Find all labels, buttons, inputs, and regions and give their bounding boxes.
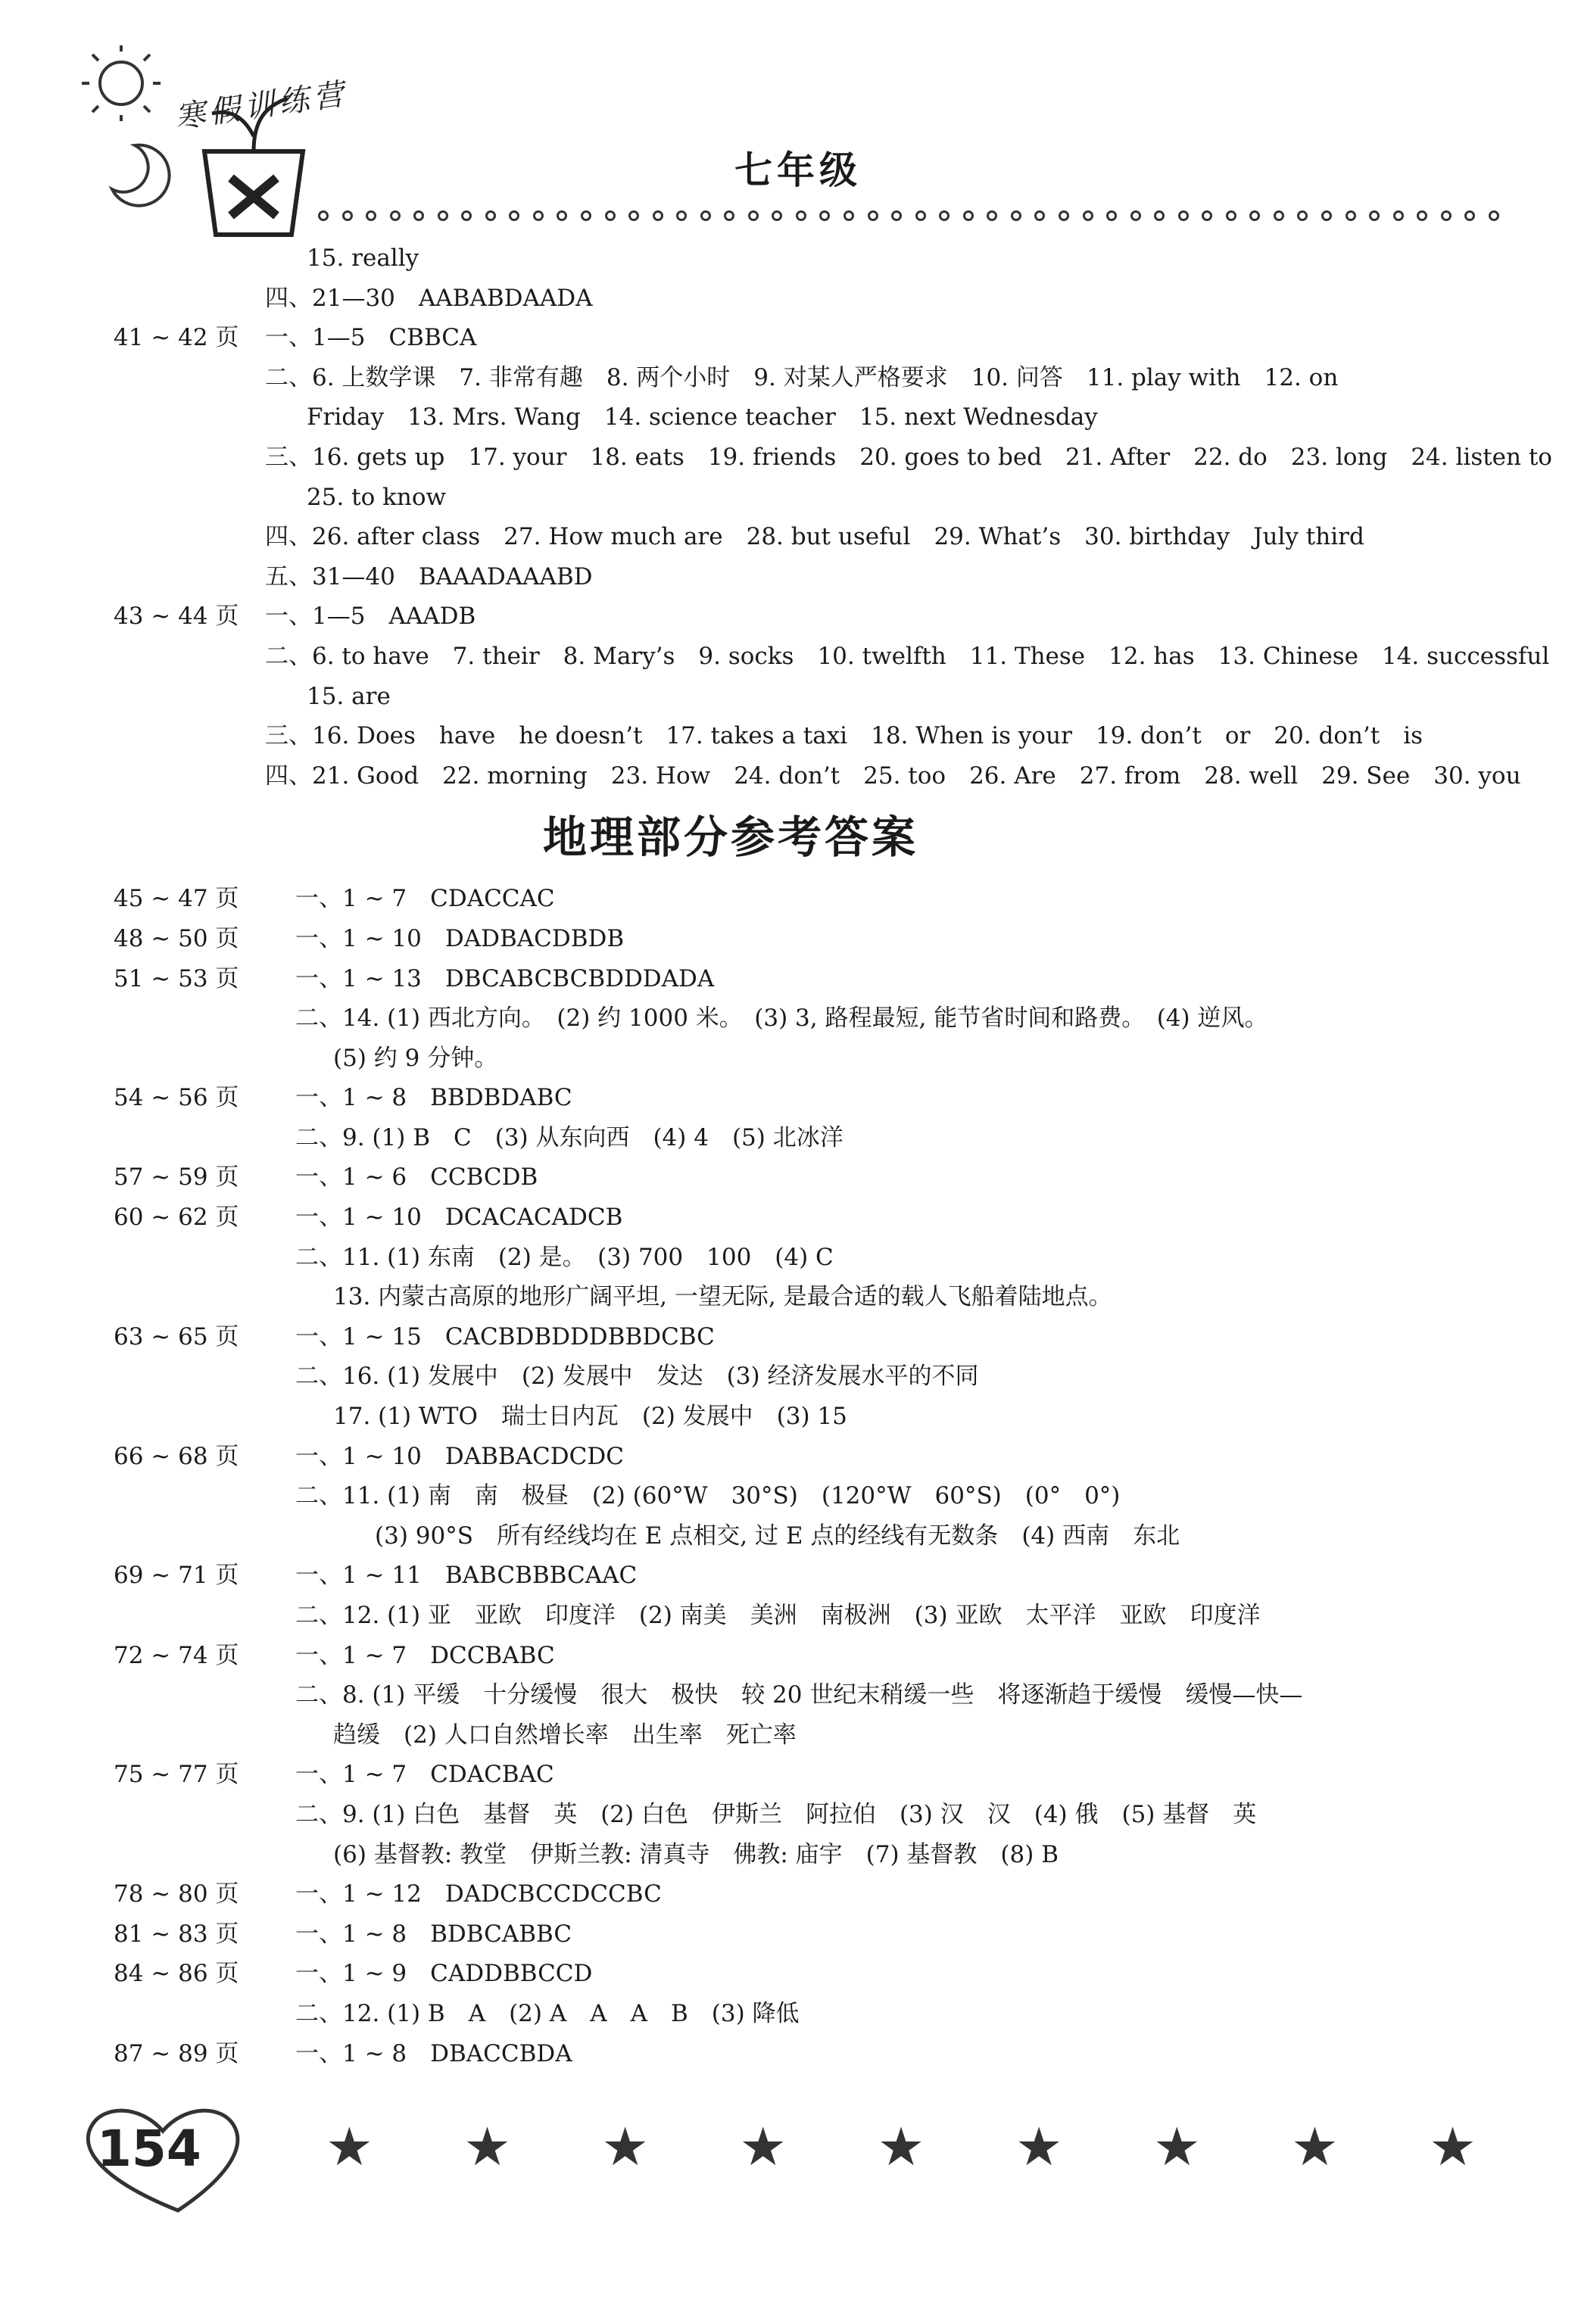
answer-line (114, 1118, 1499, 1158)
answer-line (114, 959, 1499, 999)
answer-line (114, 517, 1499, 557)
answer-line (114, 1994, 1499, 2034)
answer-text: 一、1 ~ 13 DBCABCBCBDDDADA (295, 964, 715, 992)
answer-line (114, 1715, 1499, 1755)
star-icon: ★ (1152, 2116, 1201, 2178)
answer-line (114, 1277, 1499, 1317)
answer-text: 趋缓 (2) 人口自然增长率 出生率 死亡率 (333, 1721, 797, 1749)
answer-line (114, 597, 1499, 637)
answer-text: 一、1 ~ 7 CDACBAC (295, 1761, 554, 1789)
page-range-label: 48 ~ 50 页 (114, 924, 239, 952)
page-range-label: 60 ~ 62 页 (114, 1204, 239, 1232)
page-range-label: 66 ~ 68 页 (114, 1442, 239, 1470)
answer-text: 二、11. (1) 东南 (2) 是。 (3) 700 100 (4) C (295, 1243, 834, 1271)
answer-line (114, 1437, 1499, 1477)
geography-answers (114, 879, 1499, 2073)
answer-line (114, 1914, 1499, 1955)
answer-text: 二、9. (1) B C (3) 从东向西 (4) 4 (5) 北冰洋 (295, 1123, 844, 1151)
answer-text: 二、16. (1) 发展中 (2) 发展中 发达 (3) 经济发展水平的不同 (295, 1363, 979, 1391)
answer-line (114, 1755, 1499, 1795)
answer-line (114, 879, 1499, 919)
answer-line (114, 279, 1499, 319)
star-icon: ★ (1015, 2116, 1063, 2178)
answer-line (114, 1397, 1499, 1437)
answer-text: 一、1 ~ 6 CCBCDB (295, 1164, 538, 1192)
answer-line (114, 1516, 1499, 1556)
answer-text: 一、1 ~ 9 CADDBBCCD (295, 1960, 593, 1988)
answer-text: 一、1—5 AAADB (265, 603, 476, 631)
answer-text: 一、1—5 CBBCA (265, 324, 477, 352)
star-icon: ★ (601, 2116, 650, 2178)
answer-text: 二、12. (1) 亚 亚欧 印度洋 (2) 南美 美洲 南极洲 (3) 亚欧 太平洋 亚欧 印度洋 (295, 1602, 1261, 1629)
answer-text: 15. really (307, 245, 419, 272)
page-range-label: 75 ~ 77 页 (114, 1761, 239, 1789)
answer-line (114, 919, 1499, 959)
page-range-label: 45 ~ 47 页 (114, 885, 239, 913)
answer-text: 二、12. (1) B A (2) A A A B (3) 降低 (295, 1999, 800, 2027)
answer-text: 一、1 ~ 8 BDBCABBC (295, 1920, 572, 1948)
page-range-label: 51 ~ 53 页 (114, 964, 239, 992)
answer-text: 二、8. (1) 平缓 十分缓慢 很大 极快 较 20 世纪末稍缓一些 将逐渐趋于缓慢 缓慢—快— (295, 1681, 1303, 1709)
english-answers (114, 238, 1552, 796)
answer-text: 一、1 ~ 7 CDACCAC (295, 885, 555, 913)
header-dot-divider (318, 204, 1499, 227)
page-footer (0, 2074, 1581, 2324)
star-icon: ★ (463, 2116, 511, 2178)
answer-line (114, 677, 1499, 717)
answer-text: 二、9. (1) 白色 基督 英 (2) 白色 伊斯兰 阿拉伯 (3) 汉 汉 (4) 俄 (5) 基督 英 (295, 1800, 1257, 1828)
page-range-label: 81 ~ 83 页 (114, 1920, 239, 1948)
answer-text: 25. to know (307, 483, 447, 511)
answer-text: 四、26. after class 27. How much are 28. but useful 29. What’s 30. birthday July third (265, 523, 1364, 551)
answer-line (114, 1596, 1499, 1636)
answer-text: 13. 内蒙古高原的地形广阔平坦, 一望无际, 是最合适的载人飞船着陆地点。 (333, 1283, 1112, 1311)
answer-line (114, 998, 1499, 1039)
answer-line (114, 1556, 1499, 1596)
answer-line (114, 397, 1499, 438)
answer-text: 四、21. Good 22. morning 23. How 24. don’t 25. too 26. Are 27. from 28. well 29. See 30. you (265, 762, 1521, 790)
page-range-label: 72 ~ 74 页 (114, 1641, 239, 1669)
geography-section-title: 地理部分参考答案 (542, 812, 918, 864)
answer-line (114, 1675, 1499, 1715)
answer-line (114, 637, 1550, 677)
answer-text: (3) 90°S 所有经线均在 E 点相交, 过 E 点的经线有无数条 (4) 西南 东北 (375, 1522, 1180, 1550)
answer-line (114, 557, 1499, 597)
answer-text: 二、6. 上数学课 7. 非常有趣 8. 两个小时 9. 对某人严格要求 10. 问答 11. play with 12. on (265, 363, 1339, 391)
answer-line (114, 1039, 1499, 1079)
star-icon: ★ (1290, 2116, 1339, 2178)
star-icon: ★ (1429, 2116, 1477, 2178)
star-icon: ★ (877, 2116, 925, 2178)
answer-text: 17. (1) WTO 瑞士日内瓦 (2) 发展中 (3) 15 (333, 1403, 847, 1431)
answer-line (114, 1835, 1499, 1875)
answer-text: 一、1 ~ 10 DADBACDBDB (295, 924, 625, 952)
page-header (0, 0, 1581, 242)
page-range-label: 78 ~ 80 页 (114, 1880, 239, 1908)
footer-star-row (326, 2116, 1477, 2178)
answer-text: 一、1 ~ 10 DABBACDCDC (295, 1442, 624, 1470)
answer-text: 三、16. gets up 17. your 18. eats 19. friends 20. goes to bed 21. After 22. do 23. long 24. listen to (265, 443, 1552, 471)
answer-line (114, 1874, 1499, 1914)
answer-text: 四、21—30 AABABDAADA (265, 284, 593, 312)
answer-line (114, 1795, 1499, 1835)
page-range-label: 84 ~ 86 页 (114, 1960, 239, 1988)
answer-line (114, 1357, 1499, 1397)
answer-line (114, 1238, 1499, 1278)
answer-text: 二、6. to have 7. their 8. Mary’s 9. socks 10. twelfth 11. These 12. has 13. Chinese 14. successful (265, 642, 1550, 670)
page-range-label: 57 ~ 59 页 (114, 1164, 239, 1192)
answer-text: 二、11. (1) 南 南 极昼 (2) (60°W 30°S) (120°W 60°S) (0° 0°) (295, 1482, 1121, 1510)
brand-title: 寒假训练营 (173, 76, 351, 136)
answer-line (114, 1198, 1499, 1238)
answer-line (114, 1636, 1499, 1676)
answer-text: 一、1 ~ 10 DCACACADCB (295, 1204, 623, 1232)
page-range-label: 54 ~ 56 页 (114, 1084, 239, 1112)
grade-title: 七年级 (734, 148, 862, 192)
answer-text: (5) 约 9 分钟。 (333, 1044, 498, 1072)
answer-line (114, 1954, 1499, 1994)
answer-line (114, 1157, 1499, 1198)
page-number: 154 (97, 2120, 201, 2178)
star-icon: ★ (326, 2116, 373, 2178)
answer-text: 三、16. Does have he doesn’t 17. takes a taxi 18. When is your 19. don’t or 20. don’t is (265, 722, 1424, 750)
answer-line (114, 478, 1499, 518)
answer-text: (6) 基督教: 教堂 伊斯兰教: 清真寺 佛教: 庙宇 (7) 基督教 (8) B (333, 1840, 1059, 1868)
star-icon: ★ (739, 2116, 787, 2178)
page-range-label: 69 ~ 71 页 (114, 1562, 239, 1590)
answer-line (114, 358, 1499, 398)
answer-content (114, 238, 1552, 2073)
answer-text: 一、1 ~ 7 DCCBABC (295, 1641, 555, 1669)
page-range-label: 63 ~ 65 页 (114, 1322, 239, 1350)
page-range-label: 43 ~ 44 页 (114, 603, 239, 631)
answer-text: 15. are (307, 682, 391, 710)
answer-line (114, 716, 1499, 756)
answer-text: 一、1 ~ 11 BABCBBBCAAC (295, 1562, 638, 1590)
page-range-label: 87 ~ 89 页 (114, 2039, 239, 2067)
answer-text: 二、14. (1) 西北方向。 (2) 约 1000 米。 (3) 3, 路程最短, 能节省时间和路费。 (4) 逆风。 (295, 1005, 1268, 1033)
answer-line (114, 438, 1552, 478)
page-range-label: 41 ~ 42 页 (114, 324, 239, 352)
answer-text: 五、31—40 BAAADAAABD (265, 562, 593, 590)
answer-line (114, 318, 1499, 358)
answer-line (114, 1317, 1499, 1357)
answer-line (114, 238, 1499, 279)
answer-line (114, 1078, 1499, 1118)
answer-line (114, 1476, 1499, 1516)
answer-text: 一、1 ~ 8 BBDBDABC (295, 1084, 572, 1112)
answer-text: 一、1 ~ 12 DADCBCCDCCBC (295, 1880, 662, 1908)
answer-text: Friday 13. Mrs. Wang 14. science teacher 15. next Wednesday (307, 403, 1098, 431)
answer-line (114, 2034, 1499, 2074)
answer-text: 一、1 ~ 8 DBACCBDA (295, 2039, 572, 2067)
answer-text: 一、1 ~ 15 CACBDBDDDBBDCBC (295, 1322, 715, 1350)
answer-line (114, 756, 1521, 796)
